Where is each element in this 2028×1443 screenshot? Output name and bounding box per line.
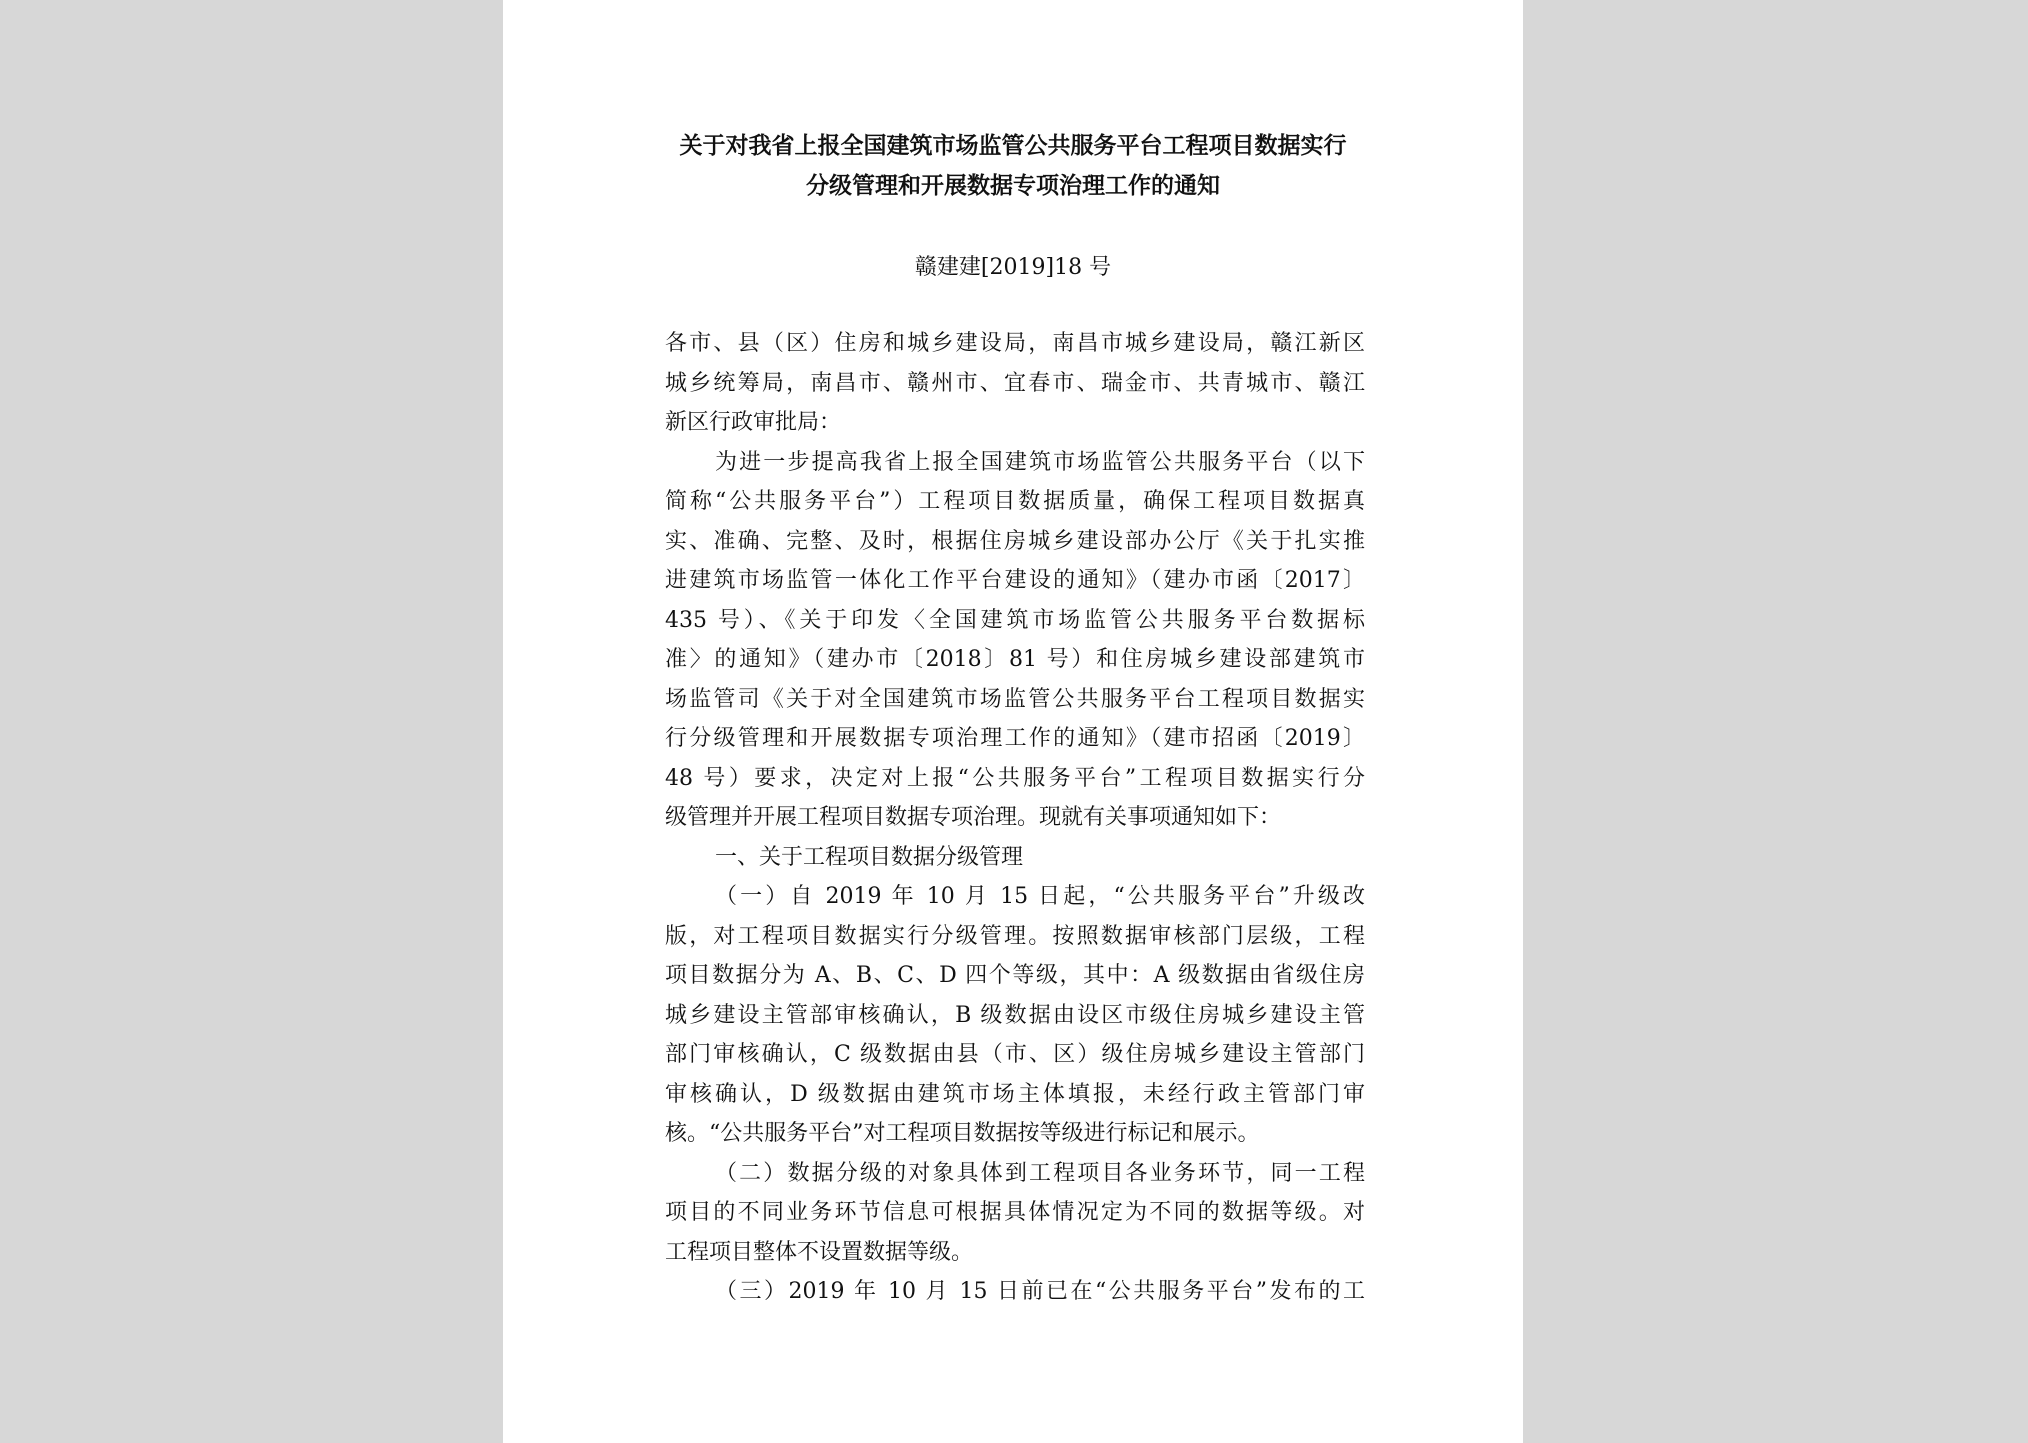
body-line: （三）2019 年 10 月 15 日前已在“公共服务平台”发布的工	[715, 1279, 1365, 1304]
body-line: 准〉的通知》（建办市〔2018〕81 号）和住房城乡建设部建筑市	[665, 647, 1365, 672]
document-number: 赣建建[2019]18 号	[914, 255, 1112, 280]
body-line: 部门审核确认，C 级数据由县（市、区）级住房城乡建设主管部门	[665, 1042, 1365, 1067]
body-line: 为进一步提高我省上报全国建筑市场监管公共服务平台（以下	[715, 449, 1365, 475]
body-line: 简称“公共服务平台”）工程项目数据质量，确保工程项目数据真	[665, 489, 1365, 514]
document-title	[503, 126, 1523, 206]
body-line: 项目数据分为 A、B、C、D 四个等级，其中：A 级数据由省级住房	[665, 963, 1365, 988]
body-line: 48 号）要求，决定对上报“公共服务平台”工程项目数据实行分	[665, 765, 1365, 791]
section-heading: 一、关于工程项目数据分级管理	[715, 844, 1024, 870]
body-line: 城乡统筹局，南昌市、赣州市、宜春市、瑞金市、共青城市、赣江	[665, 370, 1365, 396]
title-line-1: 关于对我省上报全国建筑市场监管公共服务平台工程项目数据实行	[679, 132, 1347, 159]
body-line: 工程项目整体不设置数据等级。	[665, 1239, 974, 1265]
body-line: 级管理并开展工程项目数据专项治理。现就有关事项通知如下：	[665, 805, 1282, 830]
body-line: 各市、县（区）住房和城乡建设局，南昌市城乡建设局，赣江新区	[665, 331, 1365, 356]
body-line: 实、准确、完整、及时，根据住房城乡建设部办公厅《关于扎实推	[665, 528, 1365, 554]
title-line-2: 分级管理和开展数据专项治理工作的通知	[806, 172, 1220, 199]
body-line: 行分级管理和开展数据专项治理工作的通知》（建市招函〔2019〕	[665, 726, 1365, 751]
body-line: 435 号）、《关于印发〈全国建筑市场监管公共服务平台数据标	[665, 607, 1365, 633]
body-line: 核。“公共服务平台”对工程项目数据按等级进行标记和展示。	[665, 1121, 1260, 1146]
body-line: （一）自 2019 年 10 月 15 日起，“公共服务平台”升级改	[715, 884, 1365, 909]
body-line: 新区行政审批局：	[665, 410, 842, 435]
body-line: 版，对工程项目数据实行分级管理。按照数据审核部门层级，工程	[665, 923, 1365, 949]
body-line: （二）数据分级的对象具体到工程项目各业务环节，同一工程	[715, 1160, 1365, 1186]
body-line: 审核确认，D 级数据由建筑市场主体填报，未经行政主管部门审	[665, 1081, 1365, 1107]
document-body	[665, 324, 1365, 1312]
body-line: 进建筑市场监管一体化工作平台建设的通知》（建办市函〔2017〕	[665, 568, 1365, 593]
body-line: 城乡建设主管部审核确认，B 级数据由设区市级住房城乡建设主管	[665, 1002, 1365, 1028]
body-line: 场监管司《关于对全国建筑市场监管公共服务平台工程项目数据实	[665, 686, 1365, 712]
body-line: 项目的不同业务环节信息可根据具体情况定为不同的数据等级。对	[665, 1200, 1365, 1225]
document-page	[503, 0, 1523, 1443]
